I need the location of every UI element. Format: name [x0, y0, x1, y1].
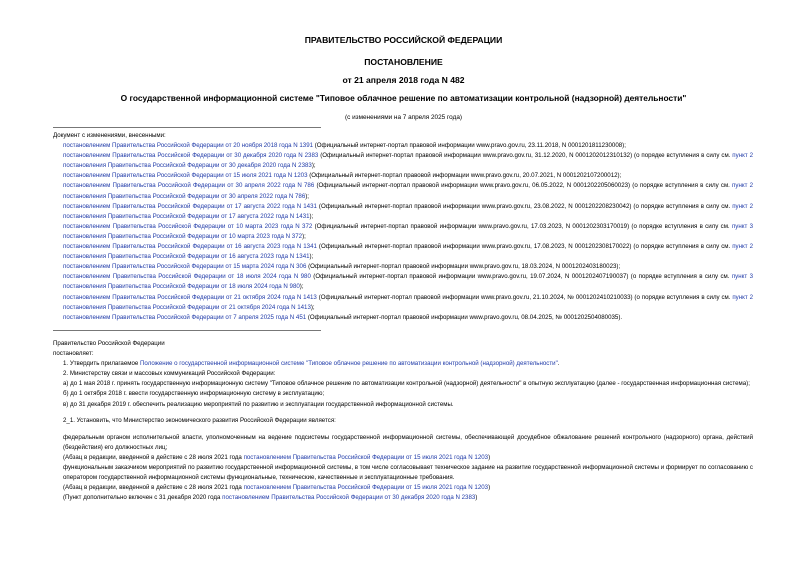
- divider-top: [53, 127, 321, 128]
- edition-note: (Абзац в редакции, введенной в действие с 28 июля 2021 года постановлением Правительства Российской Федерации от 15 июля 2021 года N 1203): [63, 453, 491, 461]
- change-link[interactable]: постановлением Правительства Российской Федерации от 15 июля 2021 года N 1203: [63, 172, 308, 180]
- clause-2b: б) до 1 октября 2018 г. ввести государственную информационную систему в эксплуатацию;: [63, 390, 325, 398]
- change-link[interactable]: постановлением Правительства Российской Федерации от 30 апреля 2022 года N 786: [63, 182, 315, 190]
- revision-note: (с изменениями на 7 апреля 2025 года): [345, 114, 462, 121]
- change-link[interactable]: постановлением Правительства Российской Федерации от 21 октября 2024 года N 1413: [63, 293, 317, 301]
- change-clause-link[interactable]: пункт 2 постановления Правительства Российской Федерации от 16 августа 2023 года N 1341: [63, 243, 753, 261]
- change-link[interactable]: постановлением Правительства Российской Федерации от 18 июля 2024 года N 980: [63, 273, 311, 281]
- clause-2-1: 2_1. Установить, что Министерство экономического развития Российской Федерации является:: [63, 416, 336, 424]
- change-link[interactable]: постановлением Правительства Российской Федерации от 7 апреля 2025 года N 451: [63, 313, 307, 321]
- change-item: постановлением Правительства Российской Федерации от 16 августа 2023 года N 1341 (Официальный интернет-портал правовой информации www.pravo.gov.ru, 17.08.2023, N 0001202308170022) (о порядке вступления в силу см. пункт 2 постановления Правительства Российской Федерации от 16 августа 2023 года N 1341);: [63, 243, 753, 261]
- change-item: постановлением Правительства Российской Федерации от 30 апреля 2022 года N 786 (Официальный интернет-портал правовой информации www.pravo.gov.ru, 06.05.2022, N 0001202205060023) (о порядке вступления в силу см. пункт 2 постановления Правительства Российской Федерации от 30 апреля 2022 года N 786);: [63, 182, 753, 200]
- changes-list: [53, 131, 753, 323]
- clause-2c: в) до 31 декабря 2019 г. обеспечить реализацию мероприятий по развитию и эксплуатации государственной информационной системы.: [63, 400, 454, 408]
- clause-2a: а) до 1 мая 2018 г. принять государственную информационную систему "Типовое облачное решение по автоматизации контрольной (надзорной) деятельности" в опытную эксплуатацию (далее - государственная информационная система);: [63, 380, 750, 388]
- change-link[interactable]: постановлением Правительства Российской Федерации от 20 ноября 2018 года N 1391: [63, 142, 314, 150]
- clause-1: 1. Утвердить прилагаемое Положение о государственной информационной системе "Типовое облачное решение по автоматизации контрольной (надзорной) деятельности".: [63, 360, 560, 368]
- edition-link[interactable]: постановлением Правительства Российской Федерации от 15 июля 2021 года N 1203: [243, 453, 489, 461]
- change-link[interactable]: постановлением Правительства Российской Федерации от 17 августа 2022 года N 1431: [63, 202, 317, 210]
- regulation-link[interactable]: Положение о государственной информационной системе "Типовое облачное решение по автоматизации контрольной (надзорной) деятельности": [140, 360, 558, 368]
- change-item: постановлением Правительства Российской Федерации от 30 декабря 2020 года N 2383 (Официальный интернет-портал правовой информации www.pravo.gov.ru, 31.12.2020, N 0001202012310132) (о порядке вступления в силу см. пункт 2 постановления Правительства Российской Федерации от 30 декабря 2020 года N 2383);: [63, 152, 753, 170]
- body-government: Правительство Российской Федерации: [53, 340, 165, 347]
- change-item: постановлением Правительства Российской Федерации от 20 ноября 2018 года N 1391 (Официальный интернет-портал правовой информации www.pravo.gov.ru, 23.11.2018, N 0001201811230008);: [63, 142, 626, 150]
- clause-2-1-federal: федеральным органом исполнительной власти, уполномоченным на ведение подсистемы государственной информационной системы, обеспечивающей досудебное обжалование решений контрольного (надзорного) органа, действий (бездействия) его должностных лиц;: [63, 433, 753, 451]
- edition-link[interactable]: постановлением Правительства Российской Федерации от 15 июля 2021 года N 1203: [243, 484, 489, 492]
- change-item: постановлением Правительства Российской Федерации от 10 марта 2023 года N 372 (Официальный интернет-портал правовой информации www.pravo.gov.ru, 17.03.2023, N 0001202303170019) (о порядке вступления в силу см. пункт 3 постановления Правительства Российской Федерации от 10 марта 2023 года N 372);: [63, 222, 754, 240]
- divider-bottom: [53, 330, 321, 331]
- document-date: от 21 апреля 2018 года N 482: [342, 75, 465, 85]
- change-item: постановлением Правительства Российской Федерации от 7 апреля 2025 года N 451 (Официальный интернет-портал правовой информации www.pravo.gov.ru, 08.04.2025, № 0001202504080035).: [63, 313, 623, 321]
- change-link[interactable]: постановлением Правительства Российской Федерации от 15 марта 2024 года N 306: [63, 263, 307, 271]
- change-item: постановлением Правительства Российской Федерации от 15 марта 2024 года N 306 (Официальный интернет-портал правовой информации www.pravo.gov.ru, 18.03.2024, N 0001202403180023);: [63, 263, 621, 271]
- addition-link[interactable]: постановлением Правительства Российской Федерации от 30 декабря 2020 года N 2383: [222, 494, 476, 502]
- change-link[interactable]: постановлением Правительства Российской Федерации от 16 августа 2023 года N 1341: [63, 243, 317, 251]
- change-clause-link[interactable]: пункт 3 постановления Правительства Российской Федерации от 10 марта 2023 года N 372: [63, 222, 754, 240]
- body-decrees: постановляет:: [53, 350, 94, 358]
- change-item: постановлением Правительства Российской Федерации от 15 июля 2021 года N 1203 (Официальный интернет-портал правовой информации www.pravo.gov.ru, 20.07.2021, N 0001202107200012);: [63, 172, 622, 180]
- document-type: ПОСТАНОВЛЕНИЕ: [364, 57, 443, 67]
- change-clause-link[interactable]: пункт 2 постановления Правительства Российской Федерации от 17 августа 2022 года N 1431: [63, 202, 753, 220]
- edition-note: (Абзац в редакции, введенной в действие с 28 июля 2021 года постановлением Правительства Российской Федерации от 15 июля 2021 года N 1203): [63, 484, 491, 492]
- decree-body: [53, 339, 753, 503]
- clause-2: 2. Министерству связи и массовых коммуникаций Российской Федерации:: [63, 370, 276, 378]
- clause-2-1-functional: функциональным заказчиком мероприятий по развитию государственной информационной системы, в том числе согласовывает техническое задание на развитие государственной информационной системы и формирует по согласованию с оператором государственной информационной системы функциональные, технические, качественные и эксплуатационные требования.: [63, 464, 753, 482]
- change-clause-link[interactable]: пункт 2 постановления Правительства Российской Федерации от 30 апреля 2022 года N 786: [63, 182, 753, 200]
- change-link[interactable]: постановлением Правительства Российской Федерации от 10 марта 2023 года N 372: [63, 222, 313, 230]
- change-clause-link[interactable]: пункт 2 постановления Правительства Российской Федерации от 21 октября 2024 года N 1413: [63, 293, 753, 311]
- addition-note: (Пункт дополнительно включен с 31 декабря 2020 года постановлением Правительства Российской Федерации от 30 декабря 2020 года N 2383): [63, 494, 478, 502]
- change-clause-link[interactable]: пункт 3 постановления Правительства Российской Федерации от 18 июля 2024 года N 980: [63, 273, 753, 291]
- change-item: постановлением Правительства Российской Федерации от 17 августа 2022 года N 1431 (Официальный интернет-портал правовой информации www.pravo.gov.ru, 23.08.2022, N 0001202208230042) (о порядке вступления в силу см. пункт 2 постановления Правительства Российской Федерации от 17 августа 2022 года N 1431);: [63, 202, 753, 220]
- change-item: постановлением Правительства Российской Федерации от 18 июля 2024 года N 980 (Официальный интернет-портал правовой информации www.pravo.gov.ru, 19.07.2024, N 0001202407190037) (о порядке вступления в силу см. пункт 3 постановления Правительства Российской Федерации от 18 июля 2024 года N 980);: [63, 273, 753, 291]
- document-subject: О государственной информационной системе "Типовое облачное решение по автоматизации контрольной (надзорной) деятельности": [120, 93, 687, 103]
- change-item: постановлением Правительства Российской Федерации от 21 октября 2024 года N 1413 (Официальный интернет-портал правовой информации www.pravo.gov.ru, 21.10.2024, № 0001202410210033) (о порядке вступления в силу см. пункт 2 постановления Правительства Российской Федерации от 21 октября 2024 года N 1413);: [63, 293, 753, 311]
- government-heading: ПРАВИТЕЛЬСТВО РОССИЙСКОЙ ФЕДЕРАЦИИ: [304, 35, 503, 45]
- change-link[interactable]: постановлением Правительства Российской Федерации от 30 декабря 2020 года N 2383: [63, 152, 319, 160]
- changes-intro: Документ с изменениями, внесенными:: [53, 132, 166, 139]
- change-clause-link[interactable]: пункт 2 постановления Правительства Российской Федерации от 30 декабря 2020 года N 2383: [63, 152, 753, 170]
